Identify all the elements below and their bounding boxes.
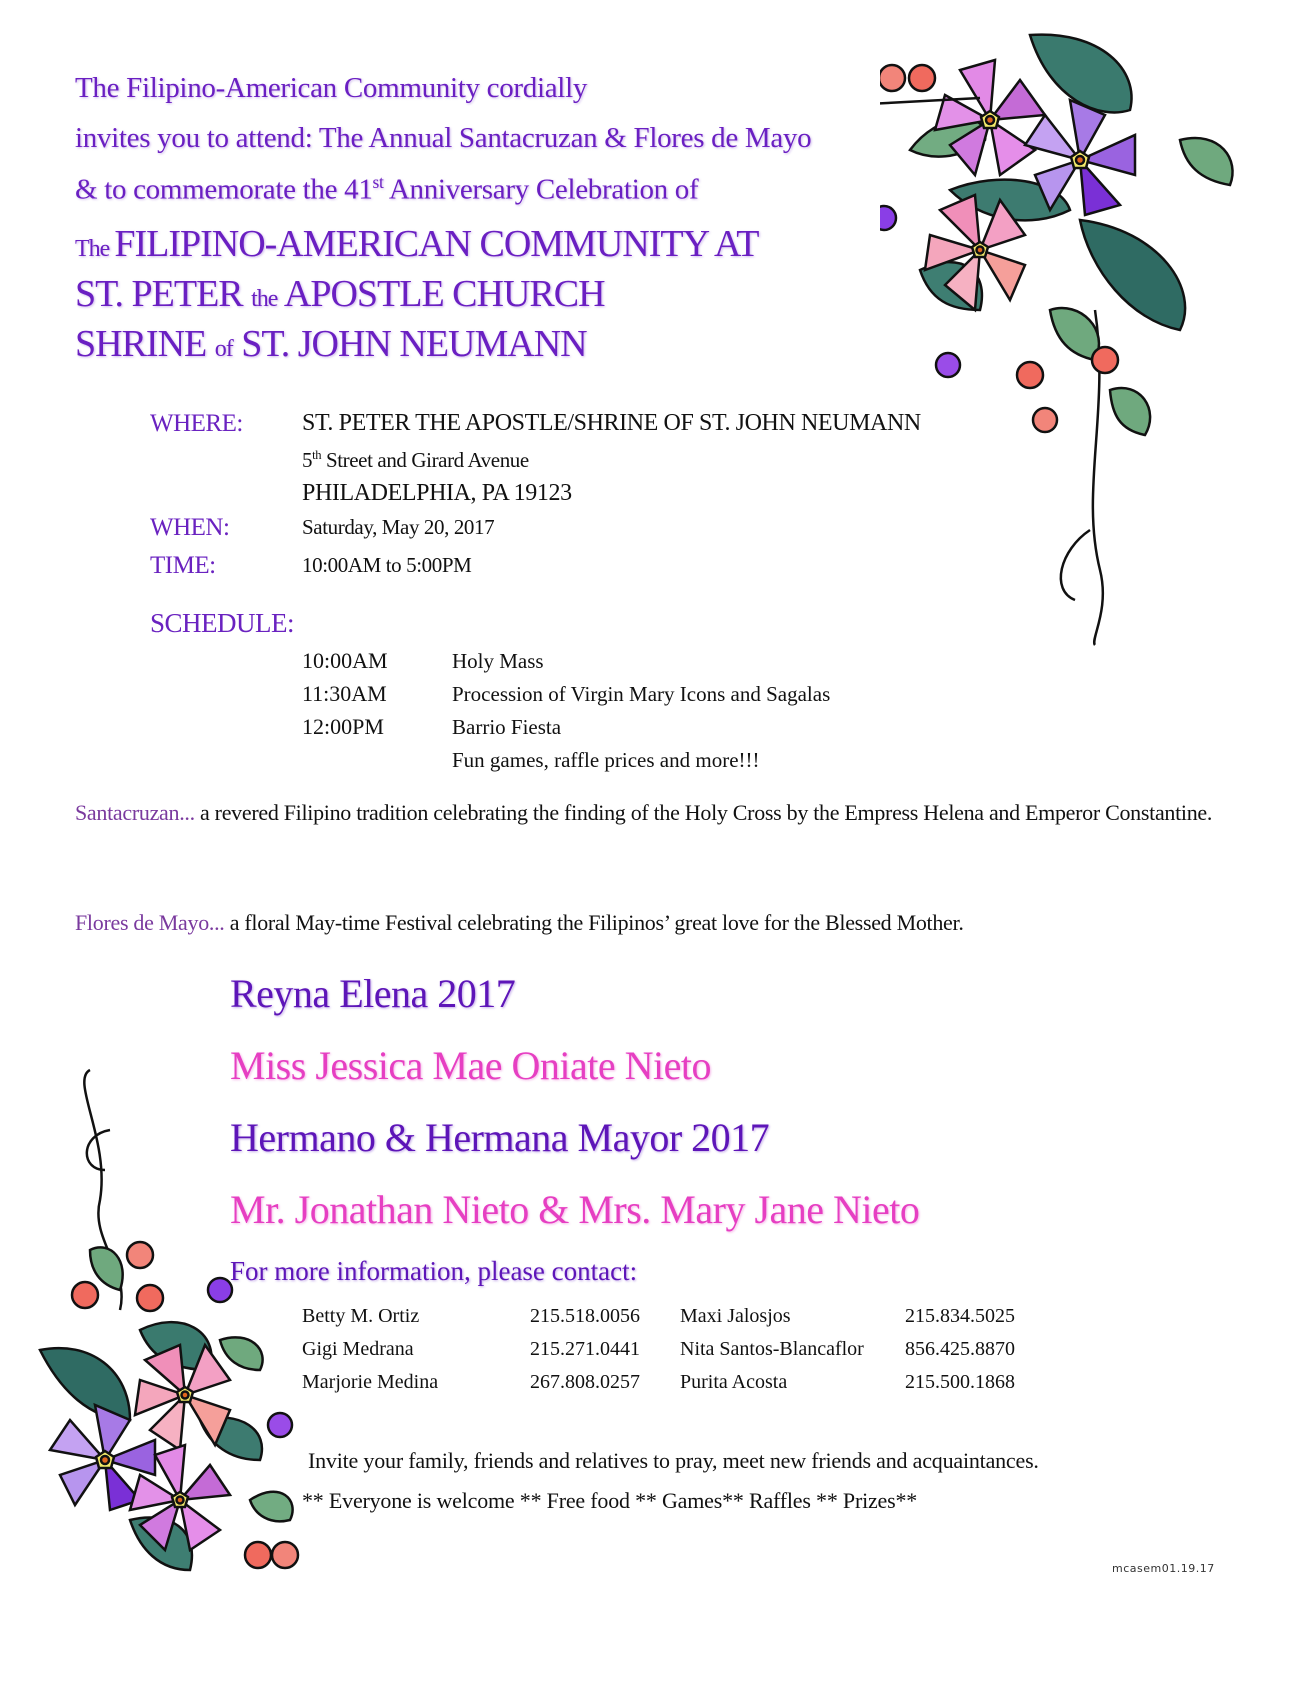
schedule-desc: Barrio Fiesta xyxy=(452,715,562,739)
reyna-elena-name: Miss Jessica Mae Oniate Nieto xyxy=(230,1043,711,1088)
santacruzan-term: Santacruzan... xyxy=(75,800,195,825)
hermano-mayor-title: Hermano & Hermana Mayor 2017 xyxy=(230,1115,770,1160)
intro-line-2: invites you to attend: The Annual Santacruzan & Flores de Mayo xyxy=(75,122,812,154)
contact-heading: For more information, please contact: xyxy=(230,1256,638,1286)
schedule-note: Fun games, raffle prices and more!!! xyxy=(452,748,760,772)
time-label: TIME: xyxy=(150,552,216,579)
contact-phone: 856.425.8870 xyxy=(905,1338,1015,1360)
where-venue: ST. PETER THE APOSTLE/SHRINE OF ST. JOHN NEUMANN xyxy=(302,410,921,436)
contact-name: Maxi Jalosjos xyxy=(680,1305,791,1327)
flores-description xyxy=(75,904,1215,941)
floral-decoration-top-right-icon xyxy=(880,10,1300,650)
headline-line-2 xyxy=(75,272,605,316)
contact-phone: 215.518.0056 xyxy=(530,1305,640,1327)
headline-the: The xyxy=(75,236,115,262)
headline-of-small: of xyxy=(214,336,233,362)
headline-the-small: the xyxy=(251,286,278,312)
headline-line-3 xyxy=(75,322,587,366)
schedule-desc: Holy Mass xyxy=(452,649,544,673)
perks-line: ** Everyone is welcome ** Free food ** Games** Raffles ** Prizes** xyxy=(302,1488,918,1513)
where-city: PHILADELPHIA, PA 19123 xyxy=(302,480,572,506)
schedule-time: 11:30AM xyxy=(302,681,387,706)
santacruzan-description xyxy=(75,794,1215,831)
where-label: WHERE: xyxy=(150,410,243,437)
street-number: 5 xyxy=(302,448,313,472)
flores-term: Flores de Mayo... xyxy=(75,910,225,935)
intro-line-3-rest: Anniversary Celebration of xyxy=(383,173,699,206)
hermano-mayor-names: Mr. Jonathan Nieto & Mrs. Mary Jane Nieto xyxy=(230,1187,920,1232)
time-value: 10:00AM to 5:00PM xyxy=(302,553,472,577)
flores-text: a floral May-time Festival celebrating the Filipinos’ great love for the Blessed Mother. xyxy=(224,910,964,935)
headline-community: FILIPINO-AMERICAN COMMUNITY AT xyxy=(114,223,759,265)
contact-name: Nita Santos-Blancaflor xyxy=(680,1338,864,1360)
headline-apostle-church: APOSTLE CHURCH xyxy=(277,273,605,315)
headline-shrine: SHRINE xyxy=(75,323,215,365)
schedule-time: 10:00AM xyxy=(302,648,388,673)
intro-line-3 xyxy=(75,172,698,207)
headline-john-neumann: ST. JOHN NEUMANN xyxy=(232,323,587,365)
when-label: WHEN: xyxy=(150,514,230,541)
street-name: Street and Girard Avenue xyxy=(321,448,529,472)
contact-name: Purita Acosta xyxy=(680,1371,788,1393)
contact-name: Marjorie Medina xyxy=(302,1371,439,1393)
intro-line-3-text: & to commemorate the 41 xyxy=(75,173,373,206)
intro-line-1: The Filipino-American Community cordially xyxy=(75,72,588,104)
invite-message: Invite your family, friends and relatives to pray, meet new friends and acquaintances. xyxy=(308,1448,1039,1473)
reyna-elena-title: Reyna Elena 2017 xyxy=(230,971,516,1016)
street-suffix: th xyxy=(312,448,322,462)
contact-phone: 215.271.0441 xyxy=(530,1338,640,1360)
contact-phone: 215.500.1868 xyxy=(905,1371,1015,1393)
schedule-desc: Procession of Virgin Mary Icons and Sagalas xyxy=(452,682,831,706)
ordinal-suffix: st xyxy=(372,172,384,192)
contact-name: Betty M. Ortiz xyxy=(302,1305,420,1327)
contact-phone: 267.808.0257 xyxy=(530,1371,640,1393)
contact-name: Gigi Medrana xyxy=(302,1338,414,1360)
when-value: Saturday, May 20, 2017 xyxy=(302,515,495,539)
schedule-time: 12:00PM xyxy=(302,714,384,739)
document-code: mcasem01.19.17 xyxy=(1112,1562,1215,1575)
headline-line-1 xyxy=(75,222,758,266)
schedule-label: SCHEDULE: xyxy=(150,608,294,638)
contact-phone: 215.834.5025 xyxy=(905,1305,1015,1327)
headline-st-peter: ST. PETER xyxy=(75,273,252,315)
santacruzan-text: a revered Filipino tradition celebrating the finding of the Holy Cross by the Empress Helena and Emperor Constantine. xyxy=(194,800,1213,825)
where-street xyxy=(302,448,529,473)
